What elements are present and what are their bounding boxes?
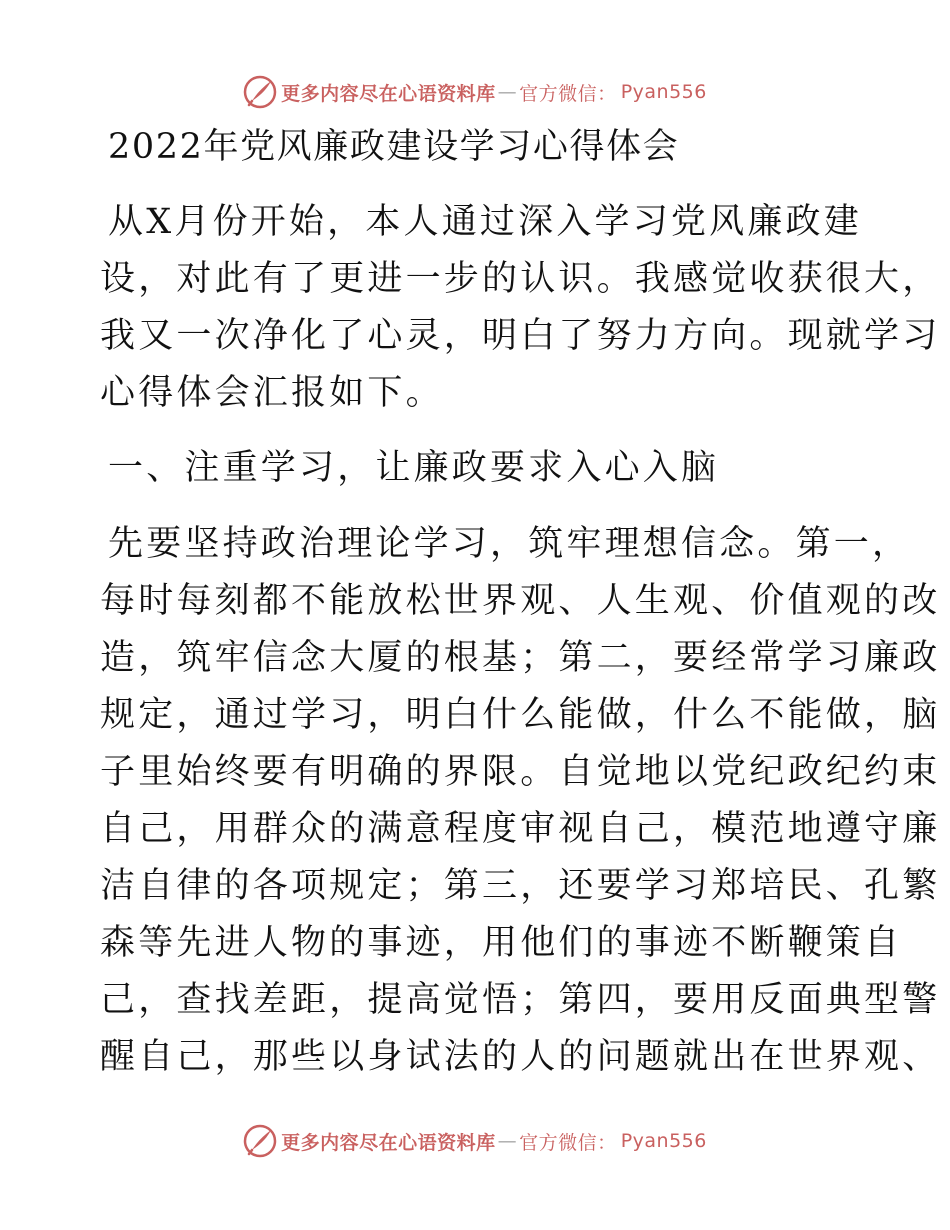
- paragraph-line: 醒自己，那些以身试法的人的问题就出在世界观、: [100, 1037, 941, 1077]
- watermark-contact-label: 官方微信：: [519, 1131, 617, 1154]
- watermark-footer: [0, 1121, 950, 1161]
- paragraph-line: 先要坚持政治理论学习，筑牢理想信念。第一，: [108, 524, 911, 564]
- paragraph-line: 造，筑牢信念大厦的根基；第二，要经常学习廉政: [100, 638, 941, 678]
- section-heading: 一、注重学习，让廉政要求入心入脑: [108, 448, 720, 488]
- paragraph-line: 森等先进人物的事迹，用他们的事迹不断鞭策自: [100, 923, 903, 963]
- paragraph-line: 己，查找差距，提高觉悟；第四，要用反面典型警: [100, 980, 941, 1020]
- paragraph-line: 洁自律的各项规定；第三，还要学习郑培民、孔繁: [100, 866, 941, 906]
- watermark-main-text: 更多内容尽在心语资料库: [281, 82, 496, 105]
- watermark-contact-label: 官方微信：: [519, 82, 617, 105]
- document-title: 2022年党风廉政建设学习心得体会: [108, 127, 680, 167]
- paragraph-line: 自己，用群众的满意程度审视自己，模范地遵守廉: [100, 809, 941, 849]
- watermark-dash: —: [497, 1130, 518, 1152]
- watermark-contact-value: Pyan556: [620, 1130, 707, 1152]
- paragraph-line: 子里始终要有明确的界限。自觉地以党纪政纪约束: [100, 752, 941, 792]
- watermark-dash: —: [497, 81, 518, 103]
- paragraph-line: 从X月份开始，本人通过深入学习党风廉政建: [108, 202, 862, 242]
- watermark-main-text: 更多内容尽在心语资料库: [281, 1131, 496, 1154]
- paragraph-line: 设，对此有了更进一步的认识。我感觉收获很大，: [100, 259, 941, 299]
- watermark-contact-value: Pyan556: [620, 81, 707, 103]
- paragraph-line: 心得体会汇报如下。: [100, 373, 444, 413]
- feather-logo-icon: [243, 1124, 277, 1158]
- paragraph-line: 每时每刻都不能放松世界观、人生观、价值观的改: [100, 581, 941, 621]
- paragraph-line: 规定，通过学习，明白什么能做，什么不能做，脑: [100, 695, 941, 735]
- paragraph-line: 我又一次净化了心灵，明白了努力方向。现就学习: [100, 316, 941, 356]
